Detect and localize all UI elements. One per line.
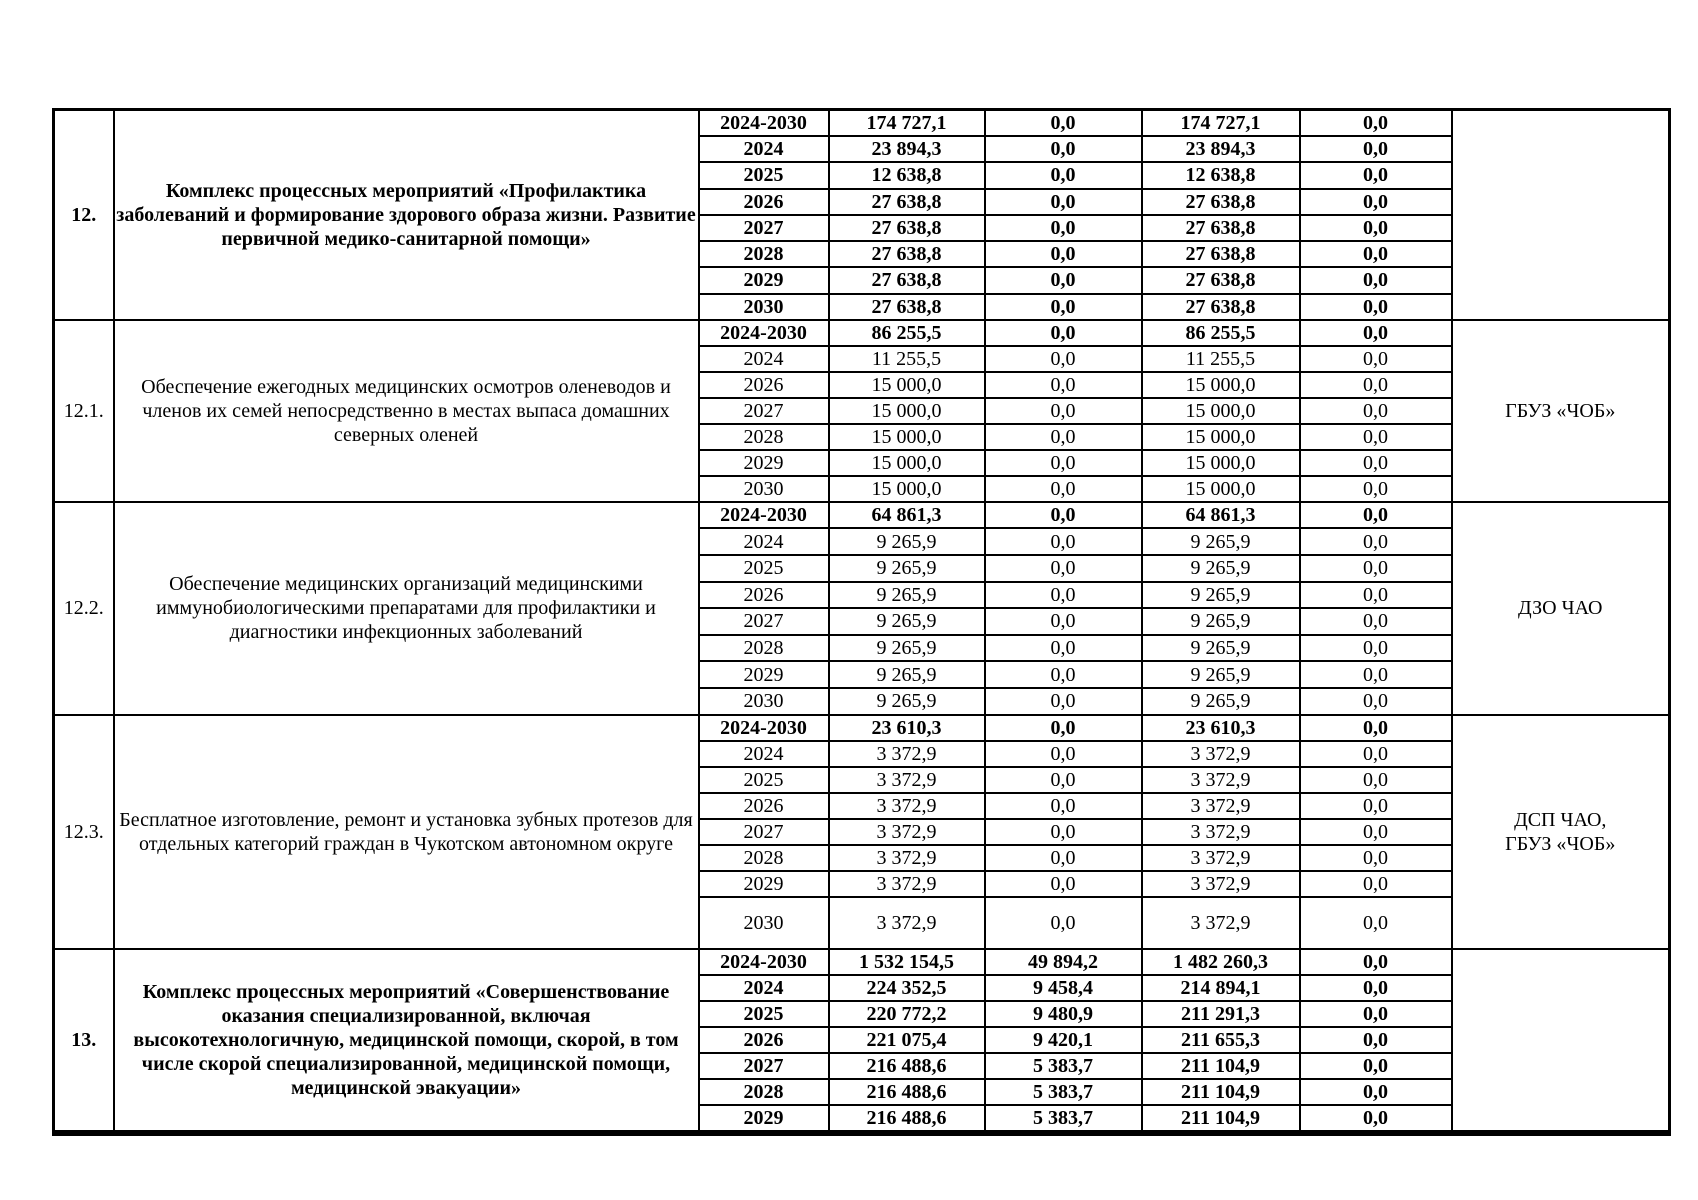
value-cell: 0,0 [1300, 1079, 1452, 1105]
activity-title-cell: Обеспечение медицинских организаций медицинскими иммунобиологическими препаратами для профилактики и диагностики инфекционных заболеваний [114, 502, 699, 715]
value-cell: 174 727,1 [1142, 110, 1300, 137]
value-cell: 0,0 [985, 715, 1142, 741]
responsible-org-cell [1452, 949, 1670, 1133]
row-number-cell: 12.3. [54, 715, 114, 949]
value-cell: 0,0 [985, 635, 1142, 662]
year-cell: 2028 [699, 424, 829, 450]
year-cell: 2024 [699, 975, 829, 1001]
value-cell: 211 291,3 [1142, 1001, 1300, 1027]
year-cell: 2028 [699, 845, 829, 871]
value-cell: 3 372,9 [829, 871, 985, 897]
value-cell: 15 000,0 [1142, 424, 1300, 450]
value-cell: 0,0 [985, 424, 1142, 450]
value-cell: 0,0 [985, 215, 1142, 241]
year-cell: 2027 [699, 608, 829, 635]
table-row [54, 949, 1670, 975]
value-cell: 0,0 [1300, 450, 1452, 476]
year-cell: 2029 [699, 267, 829, 293]
value-cell: 0,0 [1300, 819, 1452, 845]
value-cell: 220 772,2 [829, 1001, 985, 1027]
year-cell: 2024 [699, 528, 829, 555]
value-cell: 0,0 [1300, 502, 1452, 529]
value-cell: 3 372,9 [829, 767, 985, 793]
value-cell: 211 104,9 [1142, 1053, 1300, 1079]
year-cell: 2024-2030 [699, 110, 829, 137]
year-cell: 2028 [699, 635, 829, 662]
value-cell: 3 372,9 [1142, 871, 1300, 897]
value-cell: 3 372,9 [1142, 897, 1300, 949]
responsible-org-cell [1452, 110, 1670, 320]
value-cell: 0,0 [1300, 949, 1452, 975]
value-cell: 0,0 [985, 267, 1142, 293]
value-cell: 0,0 [1300, 555, 1452, 582]
year-cell: 2024-2030 [699, 949, 829, 975]
value-cell: 0,0 [985, 871, 1142, 897]
value-cell: 0,0 [1300, 398, 1452, 424]
value-cell: 27 638,8 [829, 241, 985, 267]
value-cell: 214 894,1 [1142, 975, 1300, 1001]
value-cell: 15 000,0 [829, 372, 985, 398]
value-cell: 9 265,9 [829, 661, 985, 688]
year-cell: 2029 [699, 661, 829, 688]
value-cell: 0,0 [1300, 215, 1452, 241]
value-cell: 9 480,9 [985, 1001, 1142, 1027]
responsible-org-line: ДСП ЧАО, [1514, 808, 1607, 831]
year-cell: 2029 [699, 871, 829, 897]
value-cell: 0,0 [985, 346, 1142, 372]
value-cell: 12 638,8 [1142, 162, 1300, 188]
value-cell: 0,0 [1300, 661, 1452, 688]
value-cell: 0,0 [1300, 162, 1452, 188]
value-cell: 9 265,9 [1142, 555, 1300, 582]
value-cell: 64 861,3 [829, 502, 985, 529]
value-cell: 3 372,9 [829, 741, 985, 767]
value-cell: 0,0 [985, 819, 1142, 845]
value-cell: 0,0 [1300, 189, 1452, 215]
table-row [54, 320, 1670, 346]
value-cell: 0,0 [1300, 136, 1452, 162]
value-cell: 27 638,8 [829, 267, 985, 293]
value-cell: 1 482 260,3 [1142, 949, 1300, 975]
value-cell: 0,0 [985, 897, 1142, 949]
value-cell: 0,0 [1300, 372, 1452, 398]
value-cell: 0,0 [1300, 793, 1452, 819]
value-cell: 12 638,8 [829, 162, 985, 188]
year-cell: 2028 [699, 1079, 829, 1105]
value-cell: 0,0 [985, 528, 1142, 555]
year-cell: 2024 [699, 741, 829, 767]
value-cell: 27 638,8 [829, 294, 985, 320]
value-cell: 0,0 [1300, 294, 1452, 320]
value-cell: 216 488,6 [829, 1079, 985, 1105]
value-cell: 0,0 [985, 110, 1142, 137]
table-row [54, 502, 1670, 529]
year-cell: 2026 [699, 582, 829, 609]
value-cell: 3 372,9 [1142, 741, 1300, 767]
value-cell: 0,0 [985, 320, 1142, 346]
value-cell: 23 610,3 [1142, 715, 1300, 741]
value-cell: 174 727,1 [829, 110, 985, 137]
responsible-org-line: ГБУЗ «ЧОБ» [1505, 399, 1616, 422]
value-cell: 0,0 [985, 476, 1142, 502]
value-cell: 9 265,9 [1142, 528, 1300, 555]
value-cell: 23 894,3 [1142, 136, 1300, 162]
value-cell: 9 265,9 [1142, 688, 1300, 715]
year-cell: 2030 [699, 897, 829, 949]
value-cell: 0,0 [985, 450, 1142, 476]
value-cell: 216 488,6 [829, 1053, 985, 1079]
value-cell: 27 638,8 [1142, 241, 1300, 267]
value-cell: 0,0 [1300, 320, 1452, 346]
responsible-org-cell [1452, 715, 1670, 949]
value-cell: 15 000,0 [829, 398, 985, 424]
year-cell: 2027 [699, 819, 829, 845]
value-cell: 0,0 [1300, 715, 1452, 741]
year-cell: 2026 [699, 1027, 829, 1053]
value-cell: 49 894,2 [985, 949, 1142, 975]
value-cell: 0,0 [1300, 608, 1452, 635]
value-cell: 11 255,5 [1142, 346, 1300, 372]
value-cell: 23 894,3 [829, 136, 985, 162]
value-cell: 0,0 [1300, 582, 1452, 609]
value-cell: 3 372,9 [829, 845, 985, 871]
value-cell: 0,0 [1300, 688, 1452, 715]
value-cell: 5 383,7 [985, 1053, 1142, 1079]
table-row [54, 110, 1670, 137]
value-cell: 0,0 [985, 741, 1142, 767]
value-cell: 9 265,9 [829, 635, 985, 662]
value-cell: 1 532 154,5 [829, 949, 985, 975]
value-cell: 216 488,6 [829, 1105, 985, 1133]
value-cell: 0,0 [1300, 741, 1452, 767]
value-cell: 0,0 [1300, 1027, 1452, 1053]
value-cell: 211 104,9 [1142, 1105, 1300, 1133]
activity-title-cell: Обеспечение ежегодных медицинских осмотров оленеводов и членов их семей непосредственно в местах выпаса домашних северных оленей [114, 320, 699, 502]
value-cell: 211 104,9 [1142, 1079, 1300, 1105]
value-cell: 0,0 [1300, 476, 1452, 502]
row-number-cell: 12. [54, 110, 114, 320]
responsible-org-line: ДЗО ЧАО [1518, 597, 1603, 620]
value-cell: 0,0 [1300, 1053, 1452, 1079]
value-cell: 9 265,9 [829, 555, 985, 582]
value-cell: 0,0 [1300, 424, 1452, 450]
value-cell: 3 372,9 [829, 793, 985, 819]
value-cell: 15 000,0 [1142, 372, 1300, 398]
value-cell: 0,0 [985, 294, 1142, 320]
value-cell: 27 638,8 [1142, 267, 1300, 293]
year-cell: 2027 [699, 215, 829, 241]
value-cell: 23 610,3 [829, 715, 985, 741]
value-cell: 9 265,9 [1142, 661, 1300, 688]
value-cell: 224 352,5 [829, 975, 985, 1001]
value-cell: 15 000,0 [1142, 450, 1300, 476]
value-cell: 0,0 [985, 688, 1142, 715]
row-number-cell: 12.2. [54, 502, 114, 715]
value-cell: 0,0 [985, 189, 1142, 215]
value-cell: 0,0 [985, 398, 1142, 424]
value-cell: 15 000,0 [829, 476, 985, 502]
value-cell: 0,0 [985, 555, 1142, 582]
value-cell: 9 265,9 [829, 608, 985, 635]
year-cell: 2024-2030 [699, 320, 829, 346]
year-cell: 2025 [699, 555, 829, 582]
responsible-org-cell [1452, 502, 1670, 715]
value-cell: 0,0 [985, 162, 1142, 188]
year-cell: 2030 [699, 294, 829, 320]
year-cell: 2025 [699, 1001, 829, 1027]
value-cell: 0,0 [985, 241, 1142, 267]
value-cell: 9 265,9 [829, 582, 985, 609]
value-cell: 221 075,4 [829, 1027, 985, 1053]
value-cell: 3 372,9 [1142, 767, 1300, 793]
value-cell: 0,0 [985, 661, 1142, 688]
value-cell: 9 265,9 [1142, 608, 1300, 635]
value-cell: 0,0 [985, 767, 1142, 793]
value-cell: 0,0 [1300, 1001, 1452, 1027]
value-cell: 0,0 [985, 582, 1142, 609]
value-cell: 64 861,3 [1142, 502, 1300, 529]
year-cell: 2024-2030 [699, 502, 829, 529]
value-cell: 11 255,5 [829, 346, 985, 372]
value-cell: 0,0 [1300, 635, 1452, 662]
value-cell: 0,0 [1300, 975, 1452, 1001]
value-cell: 27 638,8 [829, 189, 985, 215]
value-cell: 0,0 [1300, 110, 1452, 137]
value-cell: 211 655,3 [1142, 1027, 1300, 1053]
value-cell: 3 372,9 [1142, 845, 1300, 871]
value-cell: 9 265,9 [829, 528, 985, 555]
year-cell: 2026 [699, 372, 829, 398]
value-cell: 3 372,9 [829, 819, 985, 845]
value-cell: 0,0 [985, 372, 1142, 398]
activity-title-cell: Бесплатное изготовление, ремонт и установка зубных протезов для отдельных категорий граждан в Чукотском автономном округе [114, 715, 699, 949]
row-number-cell: 13. [54, 949, 114, 1133]
value-cell: 15 000,0 [829, 450, 985, 476]
activity-title-cell: Комплекс процессных мероприятий «Профилактика заболеваний и формирование здорового образа жизни. Развитие первичной медико-санитарной помощи» [114, 110, 699, 320]
value-cell: 0,0 [985, 845, 1142, 871]
table-row [54, 715, 1670, 741]
value-cell: 9 265,9 [1142, 582, 1300, 609]
value-cell: 0,0 [1300, 1105, 1452, 1133]
year-cell: 2025 [699, 767, 829, 793]
value-cell: 15 000,0 [1142, 398, 1300, 424]
value-cell: 15 000,0 [829, 424, 985, 450]
value-cell: 5 383,7 [985, 1105, 1142, 1133]
responsible-org-cell [1452, 320, 1670, 502]
value-cell: 0,0 [1300, 267, 1452, 293]
year-cell: 2026 [699, 189, 829, 215]
value-cell: 0,0 [985, 608, 1142, 635]
value-cell: 0,0 [1300, 346, 1452, 372]
activity-title-cell: Комплекс процессных мероприятий «Совершенствование оказания специализированной, включая высокотехнологичную, медицинской помощи, скорой, в том числе скорой специализированной, медицинской помощи, медицинской эвакуации» [114, 949, 699, 1133]
year-cell: 2024-2030 [699, 715, 829, 741]
value-cell: 0,0 [985, 136, 1142, 162]
value-cell: 5 383,7 [985, 1079, 1142, 1105]
value-cell: 27 638,8 [1142, 215, 1300, 241]
value-cell: 86 255,5 [829, 320, 985, 346]
value-cell: 27 638,8 [1142, 189, 1300, 215]
year-cell: 2029 [699, 1105, 829, 1133]
value-cell: 27 638,8 [1142, 294, 1300, 320]
year-cell: 2028 [699, 241, 829, 267]
value-cell: 0,0 [1300, 241, 1452, 267]
value-cell: 0,0 [1300, 845, 1452, 871]
value-cell: 3 372,9 [1142, 793, 1300, 819]
value-cell: 0,0 [985, 793, 1142, 819]
value-cell: 86 255,5 [1142, 320, 1300, 346]
value-cell: 3 372,9 [1142, 819, 1300, 845]
responsible-org-line: ГБУЗ «ЧОБ» [1505, 832, 1616, 855]
value-cell: 9 420,1 [985, 1027, 1142, 1053]
value-cell: 9 265,9 [1142, 635, 1300, 662]
value-cell: 9 265,9 [829, 688, 985, 715]
year-cell: 2024 [699, 346, 829, 372]
value-cell: 0,0 [1300, 528, 1452, 555]
value-cell: 0,0 [1300, 897, 1452, 949]
year-cell: 2024 [699, 136, 829, 162]
budget-table [52, 108, 1671, 1136]
value-cell: 3 372,9 [829, 897, 985, 949]
value-cell: 27 638,8 [829, 215, 985, 241]
year-cell: 2029 [699, 450, 829, 476]
year-cell: 2025 [699, 162, 829, 188]
value-cell: 0,0 [985, 502, 1142, 529]
year-cell: 2030 [699, 688, 829, 715]
year-cell: 2027 [699, 1053, 829, 1079]
year-cell: 2026 [699, 793, 829, 819]
year-cell: 2030 [699, 476, 829, 502]
value-cell: 0,0 [1300, 871, 1452, 897]
year-cell: 2027 [699, 398, 829, 424]
row-number-cell: 12.1. [54, 320, 114, 502]
value-cell: 0,0 [1300, 767, 1452, 793]
value-cell: 9 458,4 [985, 975, 1142, 1001]
value-cell: 15 000,0 [1142, 476, 1300, 502]
